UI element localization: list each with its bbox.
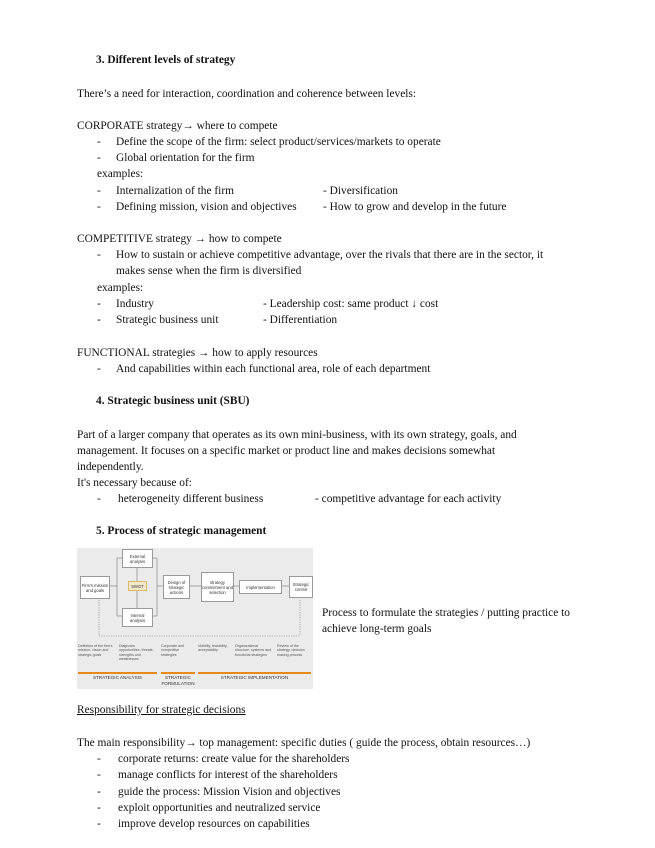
diagram-box-mission: Firm's mission and goals <box>80 576 110 599</box>
corporate-examples-label: examples: <box>97 168 144 180</box>
competitive-example: - Differentiation <box>263 314 338 326</box>
responsibility-main: The main responsibility→ top management: specific duties ( guide the process, obtain resources…) <box>77 737 531 749</box>
bullet-dash: - <box>97 802 101 814</box>
heading-process: 5. Process of strategic management <box>96 525 267 537</box>
bullet-dash: - <box>97 136 101 148</box>
diagram-note: Diagnosis opportunities, threats, strengths and weaknesses <box>119 644 154 662</box>
bullet-dash: - <box>97 185 101 197</box>
bullet-dash: - <box>97 249 101 261</box>
diagram-note: Corporate and competitive strategies <box>161 644 184 657</box>
diagram-note: Definition of the firm's mission, vision and strategic goals <box>78 644 113 657</box>
bullet-dash: - <box>97 786 101 798</box>
responsibility-item: improve develop resources on capabilities <box>118 818 310 830</box>
sbu-reason: heterogeneity different business <box>118 493 264 505</box>
phase-label-analysis: STRATEGIC ANALYSIS <box>92 675 143 680</box>
bullet-dash: - <box>97 201 101 213</box>
competitive-item-cont: makes sense when the firm is diversified <box>116 265 302 277</box>
corporate-example: - How to grow and develop in the future <box>323 201 507 213</box>
phase-bar-implementation <box>198 672 311 674</box>
sbu-paragraph: Part of a larger company that operates as its own mini-business, with its own strategy, goals, and <box>77 429 517 441</box>
responsibility-item: guide the process: Mission Vision and objectives <box>118 786 341 798</box>
corporate-example: Defining mission, vision and objectives <box>116 201 297 213</box>
phase-bar-analysis <box>78 672 157 674</box>
responsibility-item: corporate returns: create value for the shareholders <box>118 753 350 765</box>
sbu-reason: - competitive advantage for each activity <box>315 493 502 505</box>
phase-label-implementation: STRATEGIC IMPLEMENTATION <box>220 675 289 680</box>
bullet-dash: - <box>97 152 101 164</box>
bullet-dash: - <box>97 769 101 781</box>
diagram-note: Review of the strategy, decision making process <box>277 644 305 657</box>
diagram-box-control: Strategic control <box>289 576 313 598</box>
corporate-title: CORPORATE strategy→ where to compete <box>77 120 278 132</box>
diagram-box-design: Design of strategic actions <box>163 575 190 599</box>
bullet-dash: - <box>97 298 101 310</box>
bullet-dash: - <box>97 818 101 830</box>
diagram-box-swot: SWOT <box>128 581 147 591</box>
strategic-management-diagram <box>77 548 313 689</box>
competitive-example: Industry <box>116 298 154 310</box>
competitive-title: COMPETITIVE strategy → how to compete <box>77 233 282 245</box>
bullet-dash: - <box>97 363 101 375</box>
diagram-box-choice: strategy commitment and selection <box>201 572 234 602</box>
corporate-example: - Diversification <box>323 185 398 197</box>
competitive-item: How to sustain or achieve competitive advantage, over the rivals that there are in the sector, it <box>116 249 544 261</box>
corporate-item: Global orientation for the firm <box>116 152 255 164</box>
intro-text: There’s a need for interaction, coordination and coherence between levels: <box>77 88 417 100</box>
sbu-necessary: It's necessary because of: <box>77 477 192 489</box>
bullet-dash: - <box>97 493 101 505</box>
diagram-note: Viability, feasibility, acceptability <box>198 644 228 653</box>
competitive-example: Strategic business unit <box>116 314 219 326</box>
diagram-caption: Process to formulate the strategies / putting practice to <box>322 607 570 619</box>
phase-bar-formulation <box>161 672 195 674</box>
diagram-caption: achieve long-term goals <box>322 623 432 635</box>
corporate-example: Internalization of the firm <box>116 185 234 197</box>
heading-sbu: 4. Strategic business unit (SBU) <box>96 395 250 407</box>
phase-label-formulation: STRATEGIC FORMULATION <box>161 675 195 686</box>
diagram-box-external: External analysis <box>122 549 153 568</box>
competitive-example: - Leadership cost: same product ↓ cost <box>263 298 439 310</box>
diagram-box-implementation: Implementation <box>239 580 282 594</box>
responsibility-title: Responsibility for strategic decisions <box>77 704 246 716</box>
heading-different-levels: 3. Different levels of strategy <box>96 54 236 66</box>
responsibility-item: manage conflicts for interest of the shareholders <box>118 769 338 781</box>
bullet-dash: - <box>97 314 101 326</box>
bullet-dash: - <box>97 753 101 765</box>
functional-title: FUNCTIONAL strategies → how to apply resources <box>77 347 318 359</box>
sbu-paragraph: management. It focuses on a specific market or product line and makes decisions somewhat <box>77 445 496 457</box>
corporate-item: Define the scope of the firm: select product/services/markets to operate <box>116 136 441 148</box>
diagram-box-internal: Internal analysis <box>122 608 153 627</box>
diagram-note: Organizational structure, systems and functional strategies <box>235 644 272 657</box>
responsibility-item: exploit opportunities and neutralized service <box>118 802 321 814</box>
functional-item: And capabilities within each functional area, role of each department <box>116 363 431 375</box>
sbu-paragraph: independently. <box>77 461 144 473</box>
competitive-examples-label: examples: <box>97 282 144 294</box>
